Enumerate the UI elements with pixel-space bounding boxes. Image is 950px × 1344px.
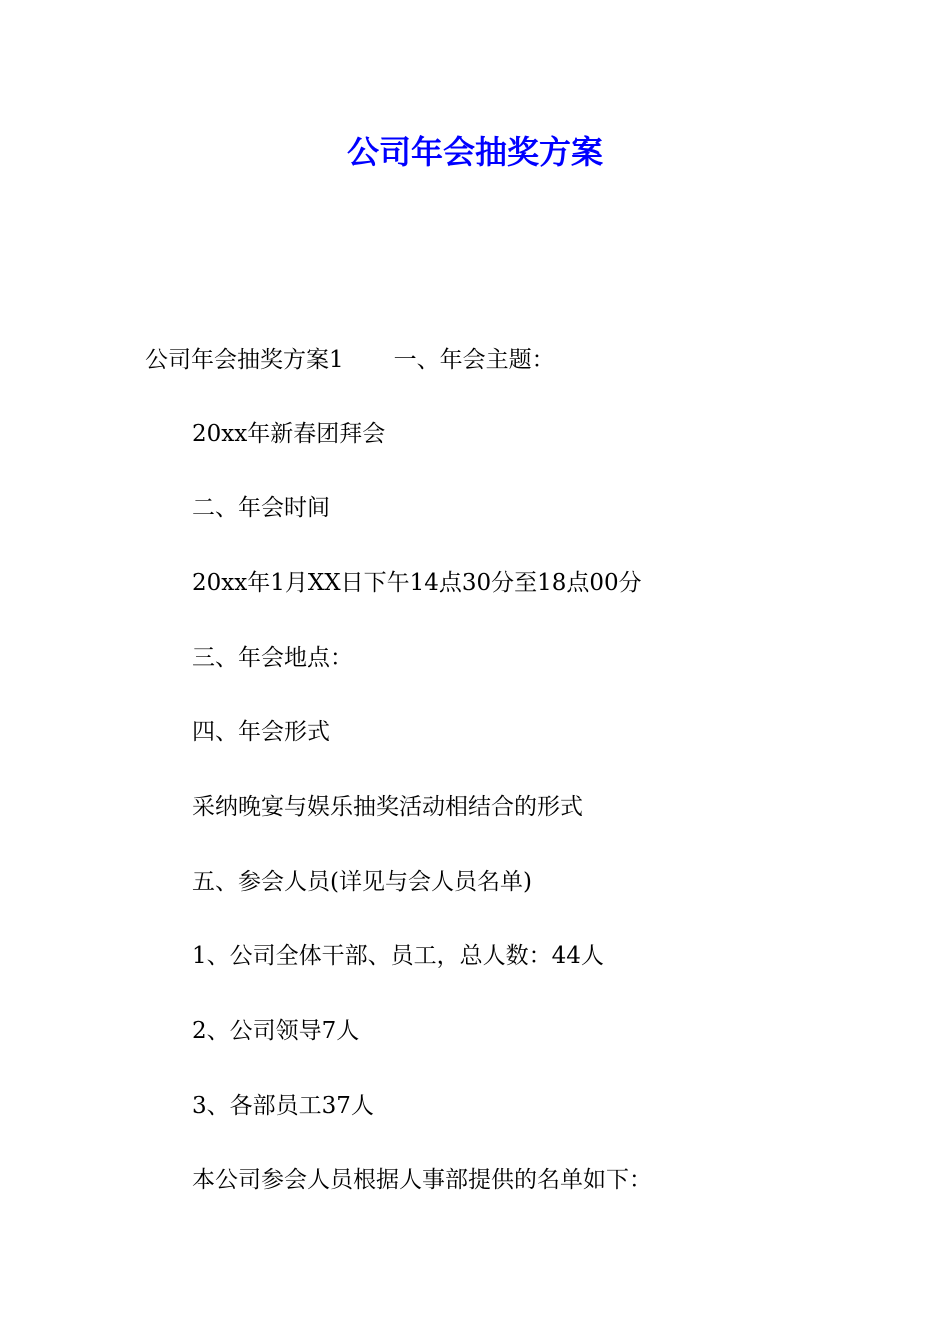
section-heading-format: 四、年会形式 (192, 719, 330, 745)
document-title: 公司年会抽奖方案 (346, 133, 603, 171)
paragraph-attendees-total: 1、公司全体干部、员工，总人数：44人 (192, 943, 604, 969)
section-heading-attendees: 五、参会人员(详见与会人员名单) (192, 869, 532, 895)
paragraph-attendee-list-intro: 本公司参会人员根据人事部提供的名单如下： (192, 1167, 652, 1193)
intro-line (145, 344, 555, 376)
paragraph-theme-value: 20xx年新春团拜会 (192, 421, 386, 447)
section-heading-location: 三、年会地点： (192, 645, 353, 671)
section-heading-theme: 一、年会主题： (393, 347, 555, 373)
intro-heading: 公司年会抽奖方案1 (145, 347, 344, 373)
paragraph-format-value: 采纳晚宴与娱乐抽奖活动相结合的形式 (192, 794, 583, 820)
section-heading-time: 二、年会时间 (192, 495, 330, 521)
paragraph-attendees-leaders: 2、公司领导7人 (192, 1018, 360, 1044)
paragraph-attendees-staff: 3、各部员工37人 (192, 1093, 374, 1119)
paragraph-time-value: 20xx年1月XX日下午14点30分至18点00分 (192, 570, 642, 596)
